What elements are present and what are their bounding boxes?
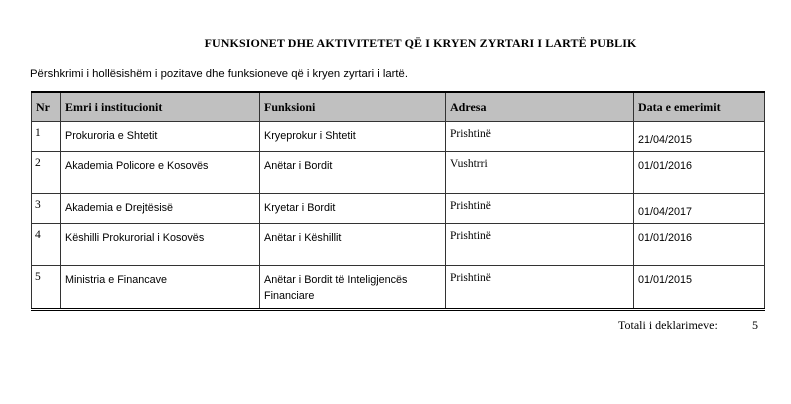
cell-data: 01/01/2016 — [634, 224, 765, 266]
cell-data: 01/01/2015 — [634, 266, 765, 310]
table-row — [32, 152, 765, 194]
header-adresa: Adresa — [446, 92, 634, 122]
cell-data: 01/01/2016 — [634, 152, 765, 194]
cell-nr: 3 — [32, 194, 61, 224]
cell-data: 01/04/2017 — [634, 194, 765, 224]
cell-adresa: Vushtrri — [446, 152, 634, 194]
header-data: Data e emerimit — [634, 92, 765, 122]
table-row — [32, 266, 765, 310]
cell-emri: Këshilli Prokurorial i Kosovës — [61, 224, 260, 266]
cell-adresa: Prishtinë — [446, 224, 634, 266]
cell-nr: 4 — [32, 224, 61, 266]
total-declarations-value: 5 — [752, 318, 758, 332]
table-row — [32, 122, 765, 152]
header-emri: Emri i institucionit — [61, 92, 260, 122]
cell-nr: 2 — [32, 152, 61, 194]
header-funksioni: Funksioni — [260, 92, 446, 122]
cell-emri: Prokuroria e Shtetit — [61, 122, 260, 152]
cell-emri: Akademia e Drejtësisë — [61, 194, 260, 224]
functions-table — [31, 91, 765, 311]
header-nr: Nr — [32, 92, 61, 122]
cell-nr: 5 — [32, 266, 61, 310]
cell-nr: 1 — [32, 122, 61, 152]
table-row — [32, 194, 765, 224]
cell-funksioni: Kryetar i Bordit — [260, 194, 446, 224]
cell-emri: Ministria e Financave — [61, 266, 260, 310]
cell-funksioni: Anëtar i Këshillit — [260, 224, 446, 266]
cell-adresa: Prishtinë — [446, 266, 634, 310]
cell-data: 21/04/2015 — [634, 122, 765, 152]
total-declarations-label: Totali i deklarimeve: — [618, 318, 718, 332]
table-row — [32, 224, 765, 266]
cell-adresa: Prishtinë — [446, 122, 634, 152]
document-title: FUNKSIONET DHE AKTIVITETET QË I KRYEN ZYRTARI I LARTË PUBLIK — [204, 36, 637, 50]
cell-funksioni: Kryeprokur i Shtetit — [260, 122, 446, 152]
cell-emri: Akademia Policore e Kosovës — [61, 152, 260, 194]
cell-adresa: Prishtinë — [446, 194, 634, 224]
table-header-row — [32, 92, 765, 122]
cell-funksioni: Anëtar i Bordit të Inteligjencës Financiare — [260, 266, 446, 310]
cell-funksioni: Anëtar i Bordit — [260, 152, 446, 194]
document-intro: Përshkrimi i hollësishëm i pozitave dhe funksioneve që i kryen zyrtari i lartë. — [30, 68, 408, 80]
